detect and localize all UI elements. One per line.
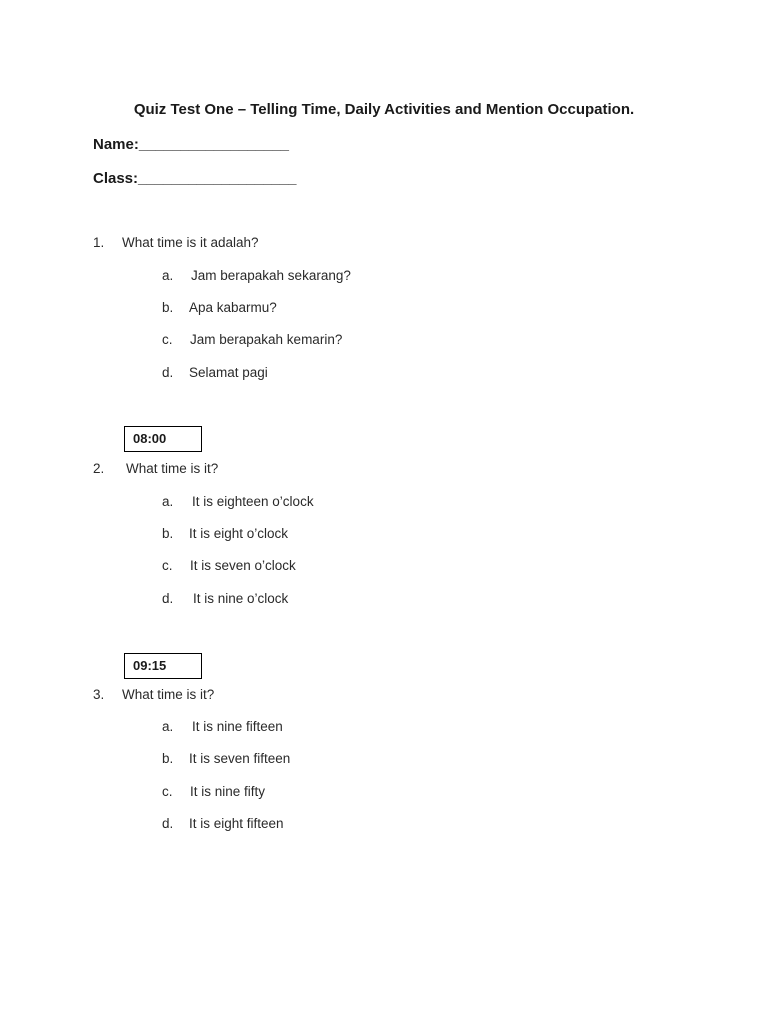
option-letter: d. [162, 365, 174, 380]
question-text: What time is it adalah? [122, 235, 259, 250]
option-letter: b. [162, 526, 174, 541]
option-text: Selamat pagi [189, 365, 268, 380]
option-text: Apa kabarmu? [189, 300, 277, 315]
option-text: It is nine fifteen [192, 719, 283, 734]
option-letter: c. [162, 332, 173, 347]
option-letter: b. [162, 300, 174, 315]
option-text: It is eight o’clock [189, 526, 289, 541]
option-text: It is seven fifteen [189, 751, 291, 766]
option-text: It is seven o’clock [190, 558, 296, 573]
question-number: 3. [93, 687, 105, 702]
question-text: What time is it? [122, 687, 215, 702]
option-letter: b. [162, 751, 174, 766]
option-text: It is eight fifteen [189, 816, 284, 831]
time-box-q2: 08:00 [124, 426, 202, 452]
option-letter: a. [162, 719, 174, 734]
quiz-title: Quiz Test One – Telling Time, Daily Activities and Mention Occupation. [133, 101, 635, 118]
option-letter: a. [162, 268, 174, 283]
question-number: 1. [93, 235, 105, 250]
question-text: What time is it? [126, 461, 219, 476]
option-letter: c. [162, 784, 173, 799]
option-text: Jam berapakah kemarin? [190, 332, 343, 347]
question-number: 2. [93, 461, 105, 476]
option-text: It is nine o’clock [193, 591, 289, 606]
option-letter: c. [162, 558, 173, 573]
class-field[interactable]: Class:___________________ [93, 170, 297, 187]
option-letter: d. [162, 816, 174, 831]
option-letter: a. [162, 494, 174, 509]
name-field[interactable]: Name:__________________ [93, 136, 290, 153]
option-letter: d. [162, 591, 174, 606]
option-text: It is nine fifty [190, 784, 266, 799]
time-box-q3: 09:15 [124, 653, 202, 679]
option-text: It is eighteen o’clock [192, 494, 314, 509]
option-text: Jam berapakah sekarang? [191, 268, 351, 283]
